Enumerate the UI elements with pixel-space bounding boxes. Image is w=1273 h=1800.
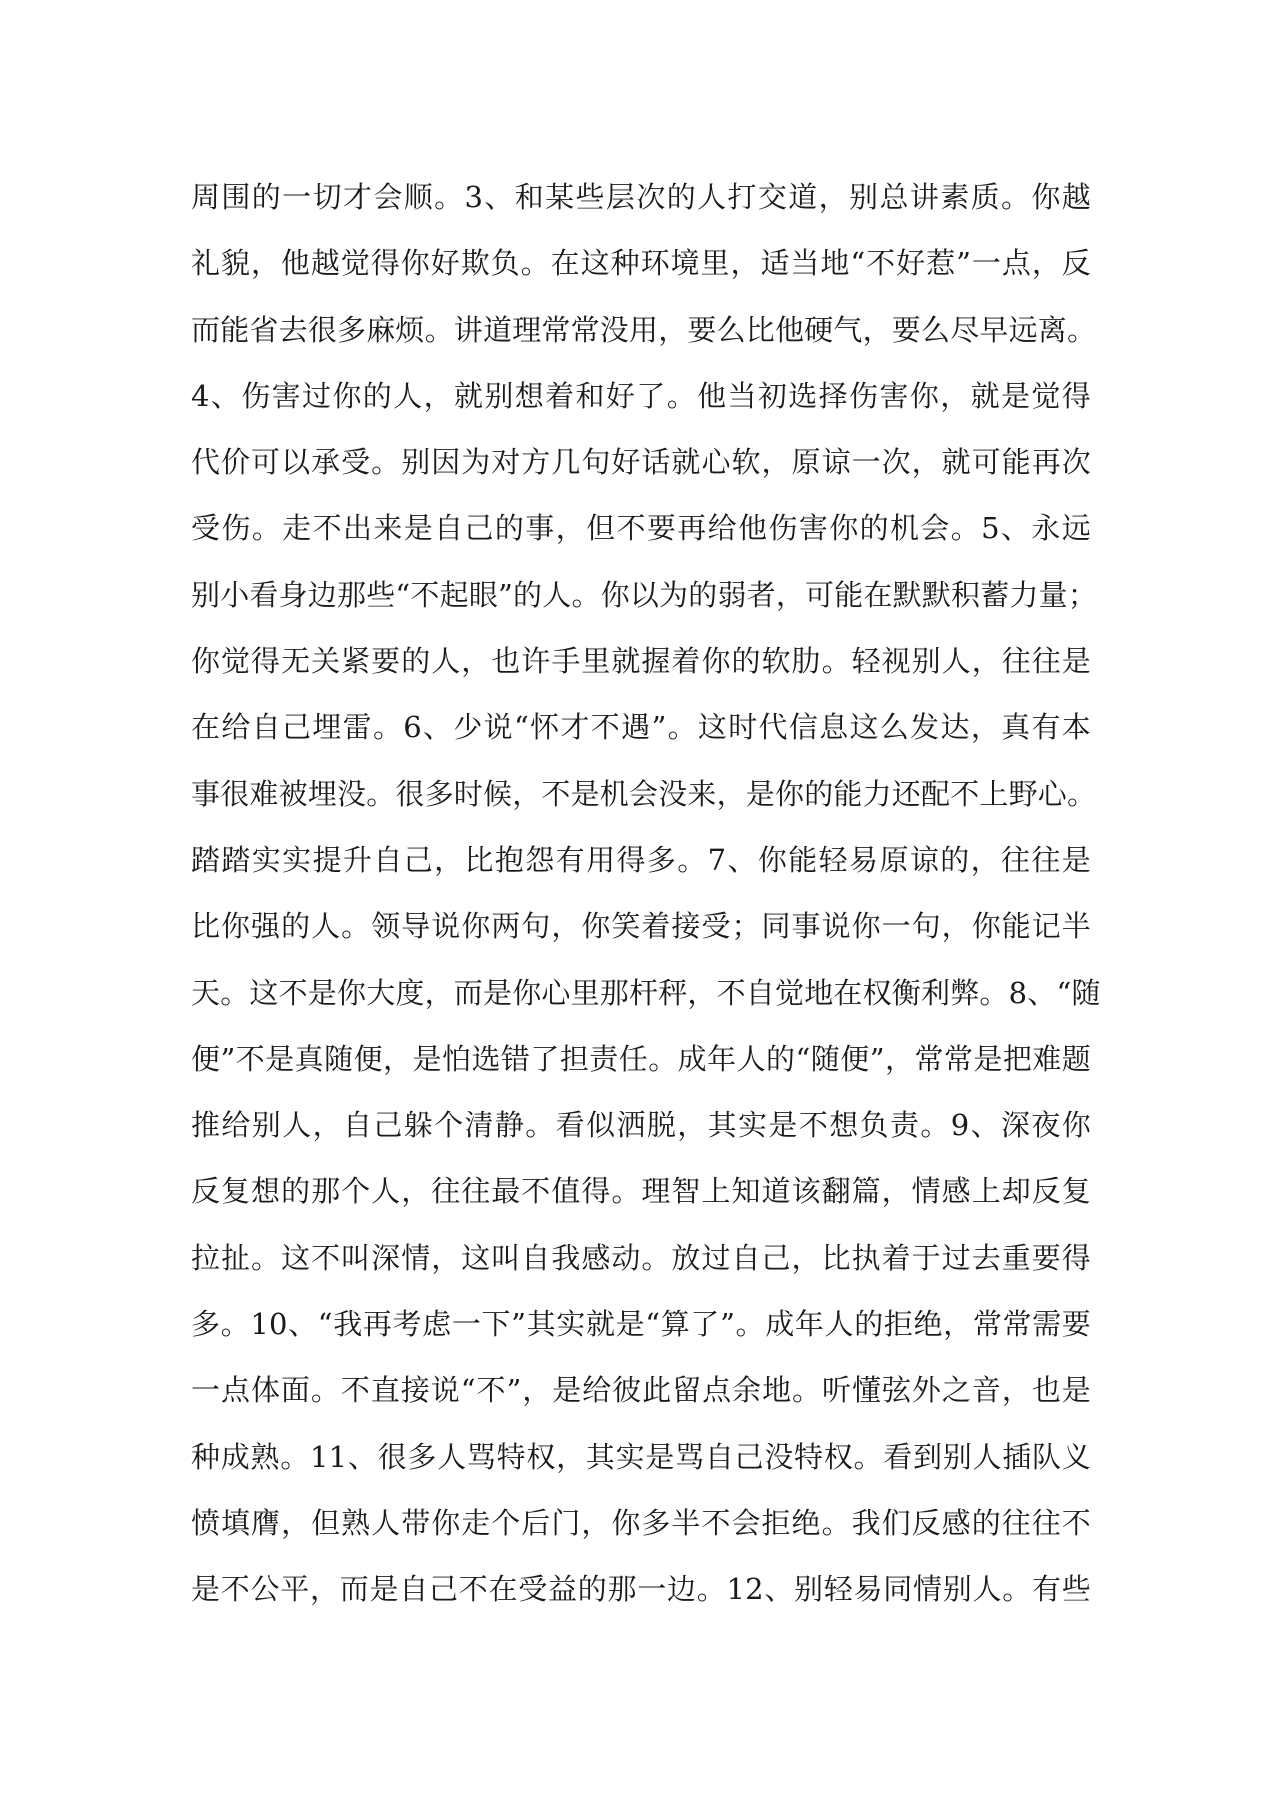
body-text: [191, 164, 1101, 1623]
text-line: 愤填膺，但熟人带你走个后门，你多半不会拒绝。我们反感的往往不: [191, 1505, 1091, 1540]
text-line: 天。这不是你大度，而是你心里那杆秤，不自觉地在权衡利弊。8、“随: [191, 975, 1101, 1010]
text-line: 而能省去很多麻烦。讲道理常常没用，要么比他硬气，要么尽早远离。: [191, 312, 1097, 347]
text-line: 礼貌，他越觉得你好欺负。在这种环境里，适当地“不好惹”一点，反: [191, 246, 1091, 281]
text-line: 受伤。走不出来是自己的事，但不要再给他伤害你的机会。5、永远: [191, 511, 1091, 546]
text-line: 拉扯。这不叫深情，这叫自我感动。放过自己，比执着于过去重要得: [191, 1240, 1091, 1275]
text-line: 反复想的那个人，往往最不值得。理智上知道该翻篇，情感上却反复: [191, 1174, 1091, 1209]
text-line: 代价可以承受。别因为对方几句好话就心软，原谅一次，就可能再次: [191, 445, 1091, 480]
text-line: 你觉得无关紧要的人，也许手里就握着你的软肋。轻视别人，往往是: [191, 644, 1091, 679]
text-line: 推给别人，自己躲个清静。看似洒脱，其实是不想负责。9、深夜你: [191, 1108, 1091, 1143]
text-line: 便”不是真随便，是怕选错了担责任。成年人的“随便”，常常是把难题: [191, 1041, 1091, 1076]
text-line: 踏踏实实提升自己，比抱怨有用得多。7、你能轻易原谅的，往往是: [191, 842, 1091, 877]
text-line: 比你强的人。领导说你两句，你笑着接受；同事说你一句，你能记半: [191, 909, 1091, 944]
text-line: 别小看身边那些“不起眼”的人。你以为的弱者，可能在默默积蓄力量；: [191, 577, 1098, 612]
text-line: 在给自己埋雷。6、少说“怀才不遇”。这时代信息这么发达，真有本: [191, 710, 1091, 745]
text-line: 种成熟。11、很多人骂特权，其实是骂自己没特权。看到别人插队义: [191, 1439, 1091, 1474]
text-line: 多。10、“我再考虑一下”其实就是“算了”。成年人的拒绝，常常需要: [191, 1307, 1091, 1342]
text-line: 一点体面。不直接说“不”，是给彼此留点余地。听懂弦外之音，也是: [191, 1373, 1091, 1408]
text-line: 事很难被埋没。很多时候，不是机会没来，是你的能力还配不上野心。: [191, 776, 1097, 811]
text-line: 是不公平，而是自己不在受益的那一边。12、别轻易同情别人。有些: [191, 1572, 1091, 1607]
text-line: 4、伤害过你的人，就别想着和好了。他当初选择伤害你，就是觉得: [191, 378, 1091, 413]
text-line: 周围的一切才会顺。3、和某些层次的人打交道，别总讲素质。你越: [191, 180, 1091, 214]
